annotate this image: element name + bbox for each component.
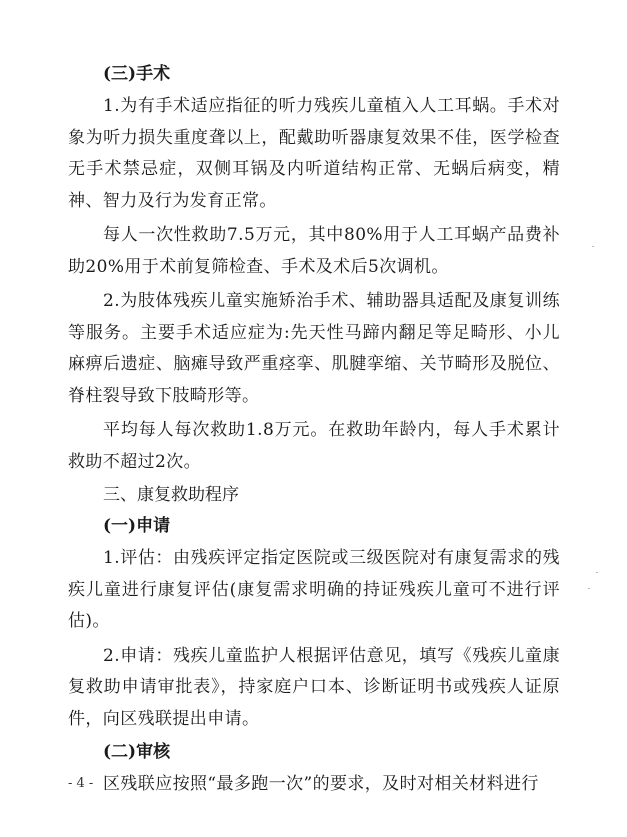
- section-subheading: (二)审核: [103, 742, 171, 762]
- scan-speck: [588, 588, 590, 589]
- paragraph: 区残联应按照“最多跑一次”的要求，及时对相关材料进行: [103, 774, 539, 794]
- scan-speck: [596, 572, 598, 573]
- page-number: - 4 -: [68, 776, 94, 791]
- paragraph: 平均每人每次救助1.8万元。在救助年龄内，每人手术累计救助不超过2次。: [68, 420, 560, 472]
- paragraph: 每人一次性救助7.5万元，其中80%用于人工耳蜗产品费补助20%用于术前复筛检查、手术及术后5次调机。: [68, 225, 560, 277]
- paragraph: 1.为有手术适应指征的听力残疾儿童植入人工耳蜗。手术对象为听力损失重度聋以上，配戴助听器康复效果不佳，医学检查无手术禁忌症，双侧耳锅及内听道结构正常、无蜗后病变，精神、智力及行为发育正常。: [68, 96, 560, 211]
- paragraph: 2.申请：残疾儿童监护人根据评估意见，填写《残疾儿童康复救助申请审批表》，持家庭户口本、诊断证明书或残疾人证原件，向区残联提出申请。: [68, 645, 560, 729]
- section-heading: 三、康复救助程序: [103, 485, 239, 505]
- section-subheading: (三)手术: [103, 64, 171, 84]
- document-body: [68, 60, 560, 804]
- paragraph: 1.评估：由残疾评定指定医院或三级医院对有康复需求的残疾儿童进行康复评估(康复需求明确的持证残疾儿童可不进行评估)。: [68, 548, 560, 631]
- scan-speck: [592, 246, 594, 247]
- paragraph: 2.为肢体残疾儿童实施矫治手术、辅助器具适配及康复训练等服务。主要手术适应症为:先天性马蹄内翻足等足畸形、小儿麻痹后遗症、脑瘫导致严重痉挛、肌腱挛缩、关节畸形及脱位、脊柱裂导致下肢畸形等。: [68, 291, 560, 406]
- section-subheading: (一)申请: [103, 516, 171, 536]
